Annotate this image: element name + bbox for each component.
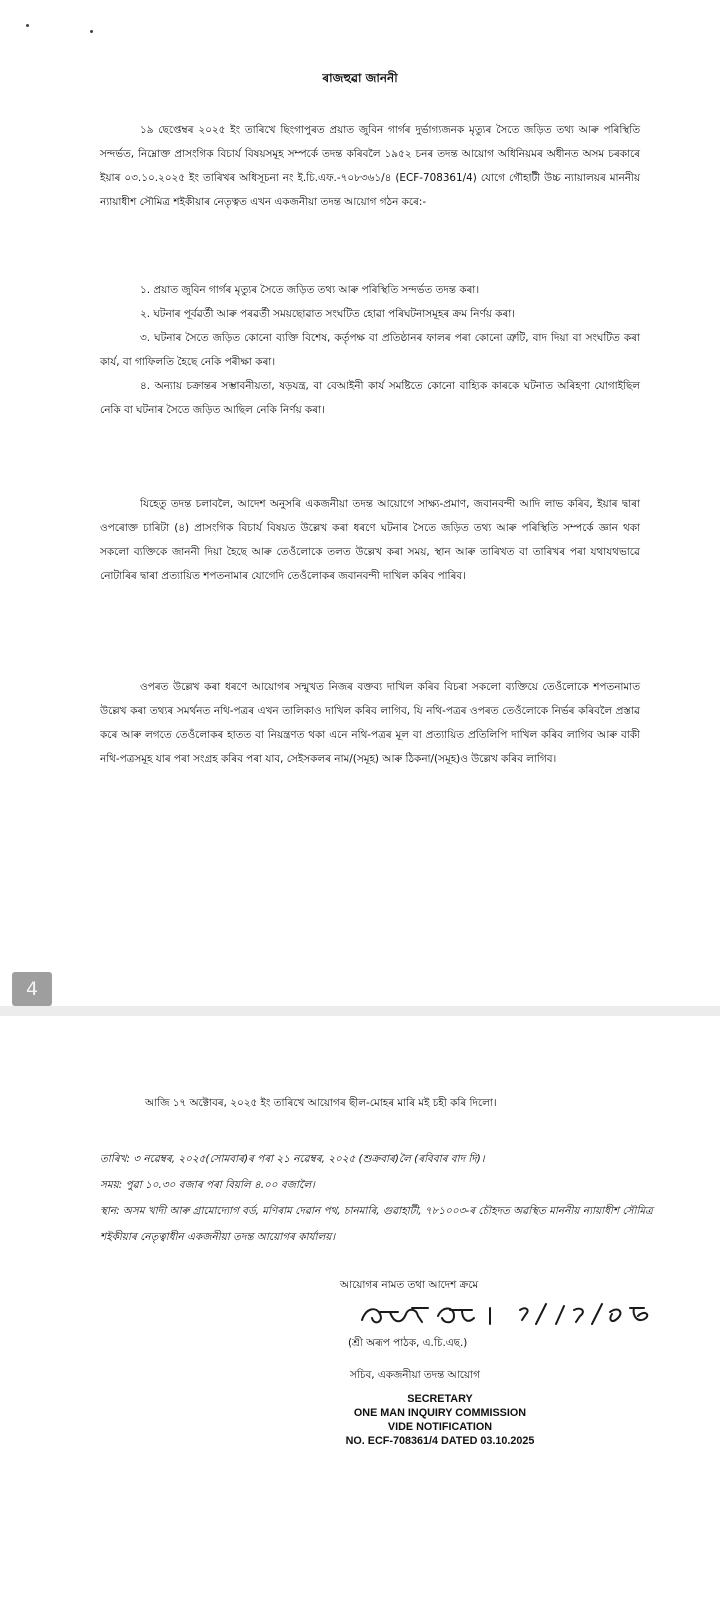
schedule-place [100, 1198, 660, 1250]
seal-line: VIDE NOTIFICATION [387, 1421, 493, 1433]
seal-line: NO. ECF-708361/4 DATED 03.10.2025 [345, 1435, 535, 1447]
schedule-time [100, 1172, 660, 1198]
signer-designation: সচিব, একজনীয়া তদন্ত আয়োগ [350, 1369, 480, 1381]
paragraph-witnesses: যিহেতু তদন্ত চলাবলৈ, আদেশ অনুসৰি একজনীয়া তদন্ত আয়োগে সাক্ষ্য-প্ৰমাণ, জবানবন্দী আদি লাভ কৰিব, ইয়াৰ দ্বাৰা ওপৰোক্ত চাৰিটা (৪) প্ৰাসংগিক বিচাৰ্য বিষয়ত উল্লেখ কৰা ধৰণে ঘটনাৰ সৈতে জড়িত তথ্য আৰু পৰিস্থিতি সম্পৰ্কে জ্ঞান থকা সকলো ব্যক্তিকে জাননী দিয়া হৈছে আৰু তেওঁলোকে তলত উল্লেখ কৰা সময়, স্থান আৰু তাৰিখত বা তাৰিখৰ পৰা যথাযথভাৱে নোটাৰিৰ দ্বাৰা প্ৰত্যায়িত শপতনামাৰ যোগেদি তেওঁলোকৰ জবানবন্দী দাখিল কৰিব পাৰিব। [100, 498, 640, 582]
terms-of-reference-list [100, 278, 640, 422]
scan-dot [90, 30, 93, 33]
secretary-seal-text [340, 1392, 540, 1448]
notice-title: ৰাজহুৱা জাননী [322, 71, 398, 85]
seal-line: SECRETARY [407, 1393, 473, 1405]
term-item: ২. ঘটনাৰ পূৰ্বৱৰ্তী আৰু পৰৱৰ্তী সময়ছোৱাত সংঘটিত হোৱা পৰিঘটনাসমূহৰ ক্ৰম নিৰ্ণয় কৰা। [140, 308, 516, 320]
term-item: ৩. ঘটনাৰ সৈতে জড়িত কোনো ব্যক্তি বিশেষ, কৰ্তৃপক্ষ বা প্ৰতিষ্ঠানৰ ফালৰ পৰা কোনো ত্ৰুটি, বাদ দিয়া বা সংঘটিত কৰা কাৰ্য, বা গাফিলতি হৈছে নেকি পৰীক্ষা কৰা। [100, 332, 640, 368]
date-value: ৩ নৱেম্বৰ, ২০২৫(সোমবাৰ)ৰ পৰা ২১ নৱেম্বৰ, ২০২৫ (শুক্ৰবাৰ)লৈ (ৰবিবাৰ বাদ দি)। [133, 1153, 485, 1165]
term-item: ১. প্ৰয়াত জুবিন গাৰ্গৰ মৃত্যুৰ সৈতে জড়িত তথ্য আৰু পৰিস্থিতি সন্দৰ্ভত তদন্ত কৰা। [140, 284, 480, 296]
hearing-schedule [100, 1146, 660, 1250]
schedule-date [100, 1146, 660, 1172]
intro-paragraph: ১৯ ছেপ্তেম্বৰ ২০২৫ ইং তাৰিখে ছিংগাপুৰত প্ৰয়াত জুবিন গাৰ্গৰ দুৰ্ভাগ্যজনক মৃত্যুৰ সৈতে জড়িত তথ্য আৰু পৰিস্থিতি সন্দৰ্ভত, নিম্নোক্ত প্ৰাসংগিক বিচাৰ্য বিষয়সমূহ সম্পৰ্কে তদন্ত কৰিবলৈ ১৯৫২ চনৰ তদন্ত আয়োগ অধিনিয়মৰ অধীনত অসম চৰকাৰে ইয়াৰ ০৩.১০.২০২৫ ইং তাৰিখৰ অধিসূচনা নং ই.চি.এফ.-৭০৮৩৬১/৪ (ECF-708361/4) যোগে গৌহাটী উচ্চ ন্যায়ালয়ৰ মাননীয় ন্যায়াধীশ সৌমিত্ৰ শইকীয়াৰ নেতৃত্বত এখন একজনীয়া তদন্ত আয়োগ গঠন কৰে:- [100, 124, 640, 208]
time-value: পুৱা ১০.৩০ বজাৰ পৰা বিয়লি ৪.০০ বজালৈ। [125, 1179, 315, 1191]
signer-name: (শ্ৰী অৰূপ পাঠক, এ.চি.এছ.) [348, 1337, 468, 1349]
page-number-badge: 4 [12, 972, 52, 1006]
paragraph-documents: ওপৰত উল্লেখ কৰা ধৰণে আয়োগৰ সন্মুখত নিজৰ বক্তব্য দাখিল কৰিব বিচৰা সকলো ব্যক্তিয়ে তেওঁলোকে শপতনামাত উল্লেখ কৰা তথ্যৰ সমৰ্থনত নথি-পত্ৰৰ এখন তালিকাও দাখিল কৰিব লাগিব, যি নথি-পত্ৰৰ ওপৰত তেওঁলোকে নিৰ্ভৰ কৰিবলৈ প্ৰস্তাৱ কৰে আৰু লগতে তেওঁলোকৰ হাতত বা নিয়ন্ত্ৰণত থকা এনে নথি-পত্ৰৰ মূল বা প্ৰত্যায়িত প্ৰতিলিপি দাখিল কৰিব লাগিব আৰু বাকী নথি-পত্ৰসমূহ যাৰ পৰা সংগ্ৰহ কৰিব পৰা যাব, সেইসকলৰ নাম/(সমূহ) আৰু ঠিকনা/(সমূহ)ও উল্লেখ কৰিব লাগিব। [100, 681, 640, 765]
page-separator [0, 1006, 720, 1016]
closing-statement: আজি ১৭ অক্টোবৰ, ২০২৫ ইং তাৰিখে আয়োগৰ ছীল-মোহৰ মাৰি মই চহী কৰি দিলো। [145, 1097, 497, 1109]
term-item: ৪. অন্যায় চক্ৰান্তৰ সম্ভাবনীয়তা, ষড়যন্ত্ৰ, বা বেআইনী কাৰ্য সমষ্টিতে কোনো বাহ্যিক কাৰকে ঘটনাত অৰিহণা যোগাইছিল নেকি বা ঘটনাৰ সৈতে জড়িত আছিল নেকি নিৰ্ণয় কৰা। [100, 380, 640, 416]
notice-page-2 [0, 1016, 720, 1600]
order-line: আয়োগৰ নামত তথা আদেশ ক্ৰমে [340, 1279, 479, 1291]
scan-dot [26, 24, 29, 27]
place-value: অসম খাদী আৰু গ্ৰামোদ্যোগ বৰ্ড, মণিৰাম দেৱান পথ, চানমাৰি, গুৱাহাটী, ৭৮১০০৩-ৰ চৌহদত অৱস্থিত মাননীয় ন্যায়াধীশ সৌমিত্ৰ শইকীয়াৰ নেতৃত্বাধীন একজনীয়া তদন্ত আয়োগৰ কাৰ্যালয়। [100, 1205, 653, 1243]
date-label: তাৰিখ: [100, 1153, 130, 1165]
place-label: স্থান: [100, 1205, 120, 1217]
time-label: সময়: [100, 1179, 123, 1191]
seal-line: ONE MAN INQUIRY COMMISSION [353, 1407, 527, 1419]
handwritten-signature [350, 1294, 670, 1334]
